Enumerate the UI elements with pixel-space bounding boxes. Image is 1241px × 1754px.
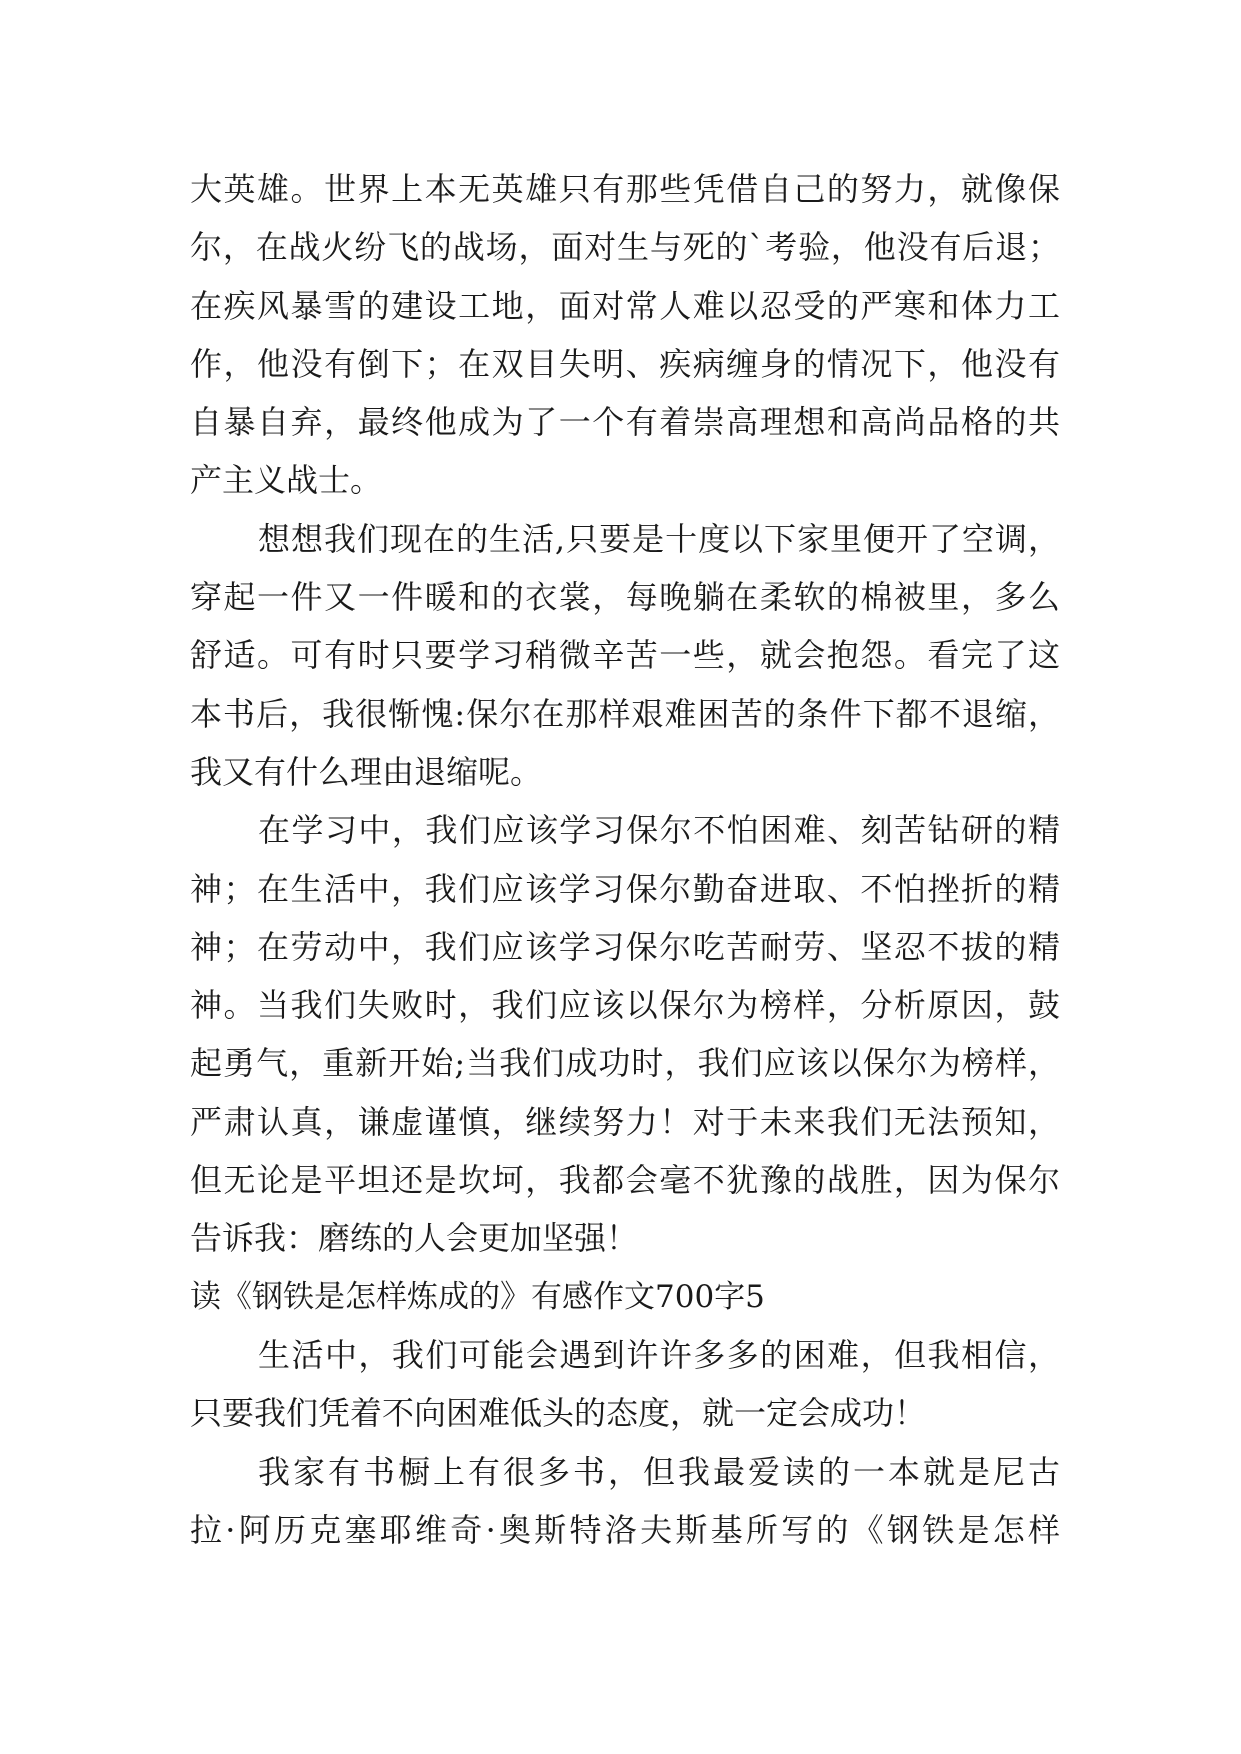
paragraph-first-line: 我家有书橱上有很多书，但我最爱读的一本就是尼古 — [258, 1452, 1060, 1491]
text-line: 穿起一件又一件暖和的衣裳，每晚躺在柔软的棉被里，多么 — [190, 578, 1060, 617]
text-line: 舒适。可有时只要学习稍微辛苦一些，就会抱怨。看完了这 — [190, 636, 1060, 675]
text-line: 本书后，我很惭愧:保尔在那样艰难困苦的条件下都不退缩， — [190, 694, 1060, 733]
text-line: 自暴自弃，最终他成为了一个有着崇高理想和高尚品格的共 — [190, 403, 1060, 442]
text-line: 但无论是平坦还是坎坷，我都会毫不犹豫的战胜，因为保尔 — [190, 1161, 1060, 1200]
text-line: 产主义战士。 — [190, 461, 383, 500]
text-line: 神；在劳动中，我们应该学习保尔吃苦耐劳、坚忍不拔的精 — [190, 927, 1060, 966]
text-line: 大英雄。世界上本无英雄只有那些凭借自己的努力，就像保 — [190, 170, 1060, 208]
text-line: 在疾风暴雪的建设工地，面对常人难以忍受的严寒和体力工 — [190, 286, 1060, 325]
text-line: 神。当我们失败时，我们应该以保尔为榜样，分析原因，鼓 — [190, 986, 1060, 1025]
section-heading: 读《钢铁是怎样炼成的》有感作文700字5 — [190, 1278, 765, 1315]
paragraph-first-line: 生活中，我们可能会遇到许许多多的困难，但我相信， — [258, 1335, 1060, 1374]
text-line: 尔，在战火纷飞的战场，面对生与死的`考验，他没有后退； — [190, 228, 1060, 267]
document-page — [190, 160, 1060, 1559]
text-line: 告诉我：磨练的人会更加坚强！ — [190, 1219, 639, 1258]
text-line: 我又有什么理由退缩呢。 — [190, 752, 543, 791]
text-line: 严肃认真，谦虚谨慎，继续努力！对于未来我们无法预知， — [190, 1102, 1060, 1141]
text-line: 拉·阿历克塞耶维奇·奥斯特洛夫斯基所写的《钢铁是怎样 — [190, 1510, 1060, 1549]
text-line: 作，他没有倒下；在双目失明、疾病缠身的情况下，他没有 — [190, 344, 1060, 383]
paragraph-first-line: 想想我们现在的生活,只要是十度以下家里便开了空调， — [258, 519, 1060, 558]
text-line: 起勇气，重新开始;当我们成功时，我们应该以保尔为榜样， — [190, 1044, 1060, 1083]
text-line: 只要我们凭着不向困难低头的态度，就一定会成功！ — [190, 1394, 927, 1433]
paragraph-first-line: 在学习中，我们应该学习保尔不怕困难、刻苦钻研的精 — [258, 811, 1060, 850]
text-line: 神；在生活中，我们应该学习保尔勤奋进取、不怕挫折的精 — [190, 869, 1060, 908]
